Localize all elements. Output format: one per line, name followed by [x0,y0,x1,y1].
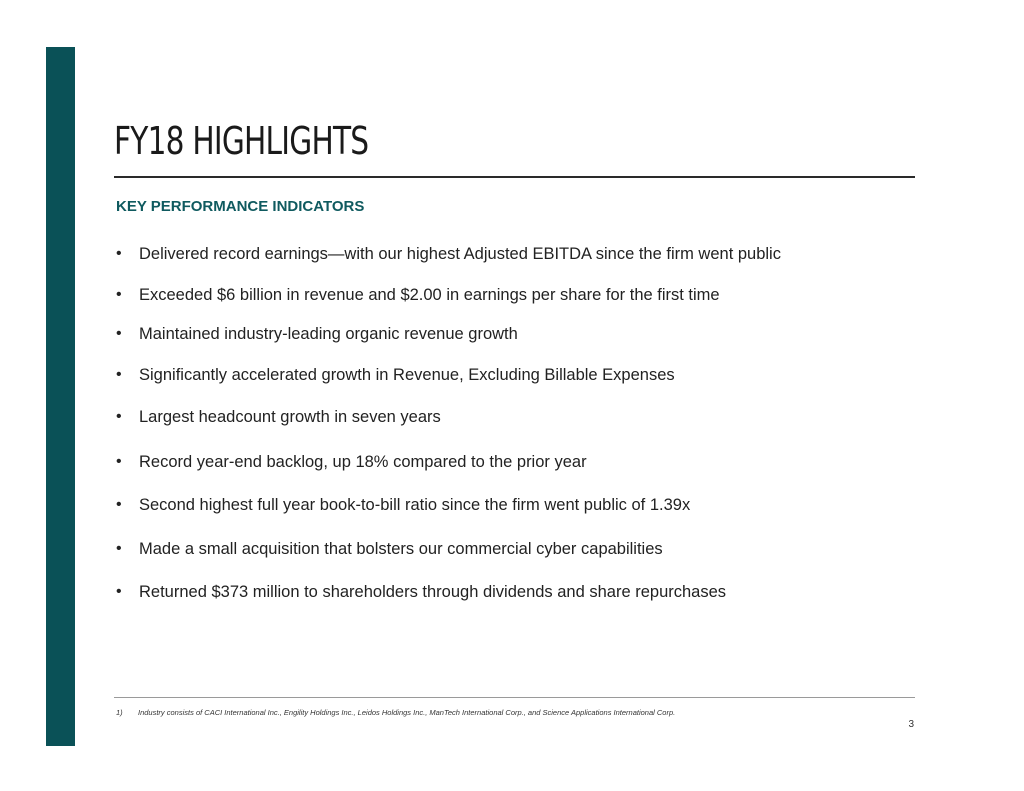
list-item [116,364,675,386]
list-item-text: Largest headcount growth in seven years [139,408,441,426]
footer-divider [114,697,915,698]
bullet-icon: • [116,366,122,383]
list-item [116,494,690,516]
bullet-icon: • [116,325,122,342]
bullet-icon: • [116,408,122,425]
list-item [116,243,781,265]
slide-title: FY18 HIGHLIGHTS [114,119,369,163]
list-item-text: Significantly accelerated growth in Revenue, Excluding Billable Expenses [139,366,675,384]
list-item [116,406,441,428]
list-item [116,323,518,345]
list-item-text: Delivered record earnings—with our highest Adjusted EBITDA since the firm went public [139,245,781,263]
footnote [116,708,675,718]
accent-side-bar [46,47,75,746]
bullet-icon: • [116,286,122,303]
bullet-icon: • [116,540,122,557]
list-item [116,538,663,560]
list-item-text: Exceeded $6 billion in revenue and $2.00 in earnings per share for the first time [139,286,720,304]
list-item-text: Returned $373 million to shareholders through dividends and share repurchases [139,583,727,601]
list-item-text: Second highest full year book-to-bill ratio since the firm went public of 1.39x [139,496,691,514]
title-divider [114,176,915,178]
list-item [116,451,587,473]
bullet-icon: • [116,245,122,262]
footnote-marker: 1) [116,708,123,717]
list-item-text: Maintained industry-leading organic revenue growth [139,325,518,343]
bullet-icon: • [116,453,122,470]
list-item-text: Made a small acquisition that bolsters our commercial cyber capabilities [139,540,663,558]
list-item [116,284,720,306]
section-subtitle: KEY PERFORMANCE INDICATORS [116,198,365,215]
footnote-text: Industry consists of CACI International Inc., Engility Holdings Inc., Leidos Holdings Inc., ManTech International Corp., and Science Applications International Corp. [138,708,676,717]
list-item-text: Record year-end backlog, up 18% compared to the prior year [139,453,587,471]
bullet-icon: • [116,496,122,513]
bullet-icon: • [116,583,122,600]
list-item [116,581,726,603]
page-number: 3 [908,719,914,730]
